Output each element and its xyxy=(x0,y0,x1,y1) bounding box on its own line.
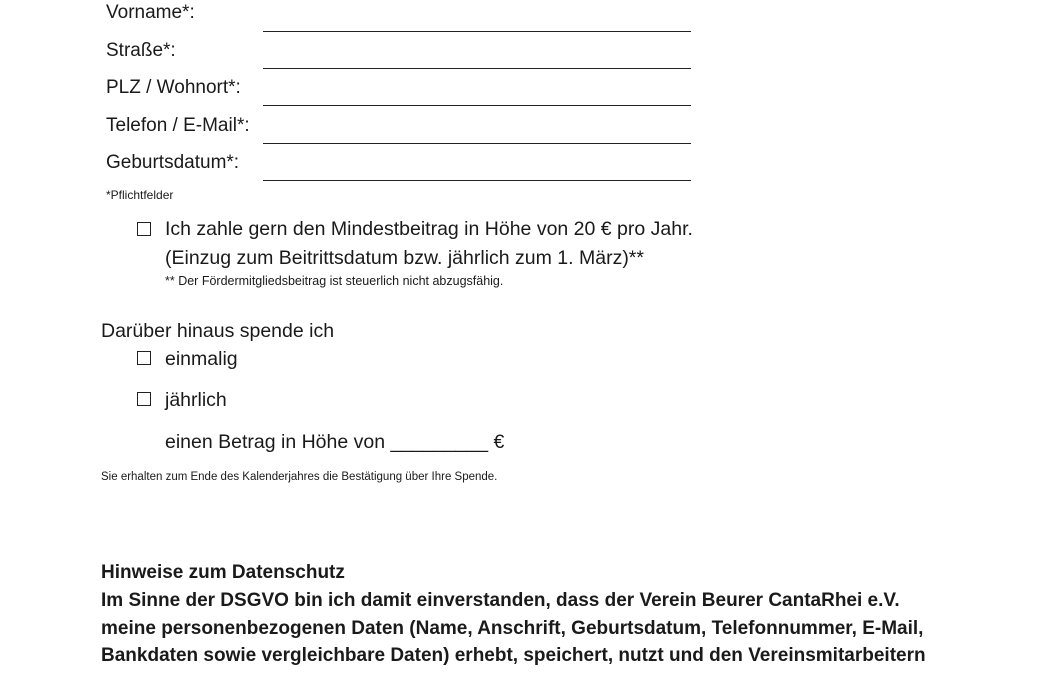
field-label-geburtsdatum: Geburtsdatum*: xyxy=(106,152,240,173)
membership-text-line2: (Einzug zum Beitrittsdatum bzw. jährlich zum 1. März)** xyxy=(165,247,644,269)
donation-yearly-checkbox[interactable] xyxy=(137,392,151,406)
privacy-line3: Bankdaten sowie vergleichbare Daten) erhebt, speichert, nutzt und den Vereinsmitarbeitern xyxy=(101,645,926,666)
field-line-strasse[interactable] xyxy=(263,68,691,69)
membership-text-line1: Ich zahle gern den Mindestbeitrag in Höhe von 20 € pro Jahr. xyxy=(165,218,693,240)
field-line-telefon-email[interactable] xyxy=(263,143,691,144)
donation-note: Sie erhalten zum Ende des Kalenderjahres die Bestätigung über Ihre Spende. xyxy=(101,471,498,483)
donation-amount-line: einen Betrag in Höhe von _________ € xyxy=(165,431,505,453)
donation-once-label: einmalig xyxy=(165,348,238,370)
membership-footnote: ** Der Fördermitgliedsbeitrag ist steuerlich nicht abzugsfähig. xyxy=(165,274,504,288)
field-line-plz-wohnort[interactable] xyxy=(263,105,691,106)
membership-checkbox[interactable] xyxy=(137,222,151,236)
field-label-telefon-email: Telefon / E-Mail*: xyxy=(106,115,250,136)
donation-yearly-label: jährlich xyxy=(165,389,227,411)
field-line-vorname[interactable] xyxy=(263,31,691,32)
field-line-geburtsdatum[interactable] xyxy=(263,180,691,181)
field-label-plz-wohnort: PLZ / Wohnort*: xyxy=(106,77,241,98)
field-label-vorname: Vorname*: xyxy=(106,2,195,23)
donation-intro: Darüber hinaus spende ich xyxy=(101,320,335,342)
field-label-strasse: Straße*: xyxy=(106,40,176,61)
required-note: *Pflichtfelder xyxy=(106,188,174,202)
privacy-line2: meine personenbezogenen Daten (Name, Anschrift, Geburtsdatum, Telefonnummer, E-Mail, xyxy=(101,618,924,639)
privacy-heading: Hinweise zum Datenschutz xyxy=(101,562,345,583)
donation-once-checkbox[interactable] xyxy=(137,351,151,365)
privacy-line1: Im Sinne der DSGVO bin ich damit einverstanden, dass der Verein Beurer CantaRhei e.V. xyxy=(101,590,900,611)
